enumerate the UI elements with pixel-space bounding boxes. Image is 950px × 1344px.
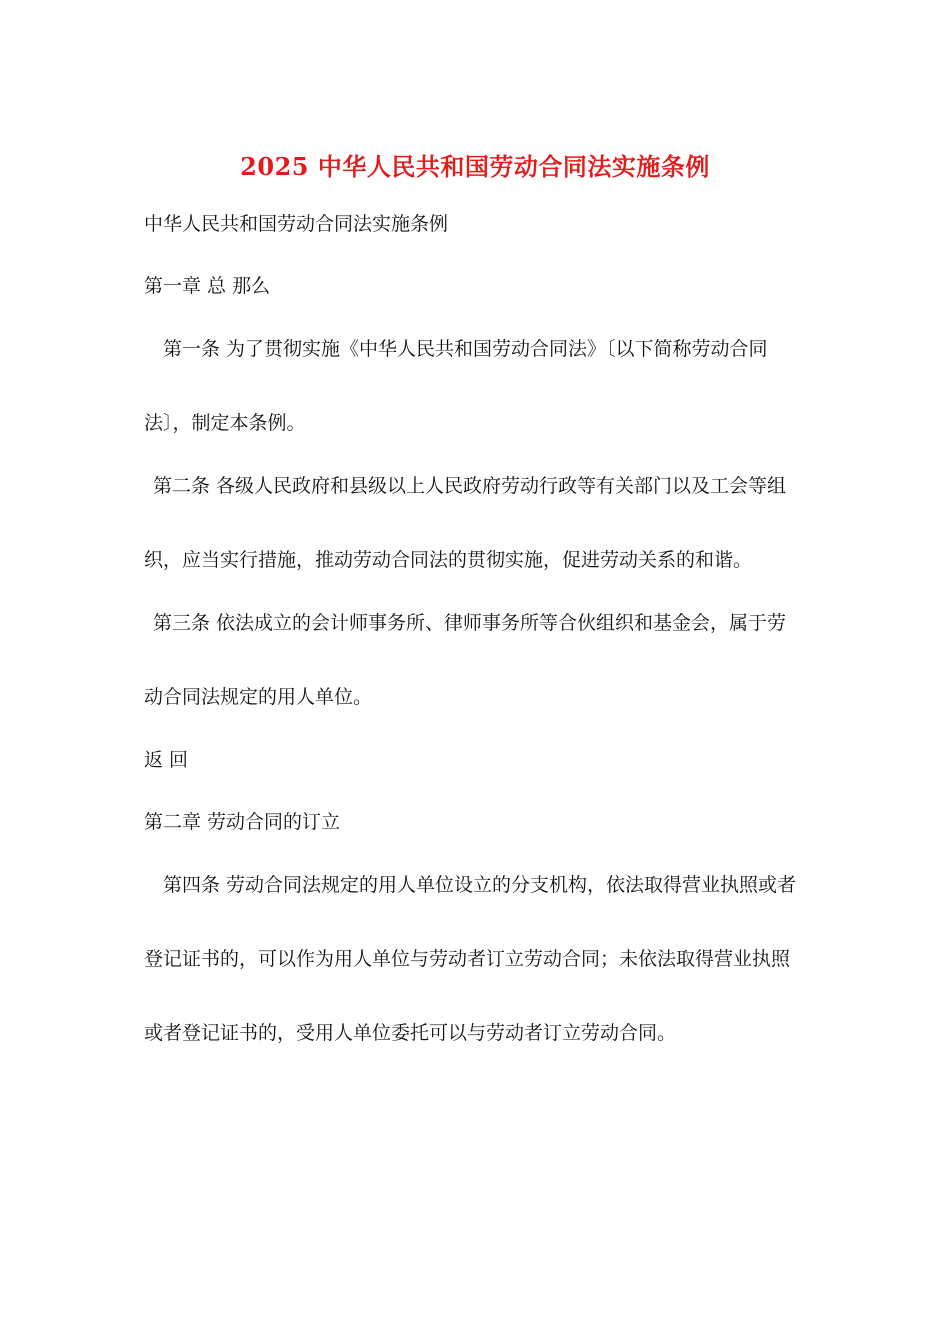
article-2-line-1: 第二条 各级人民政府和县级以上人民政府劳动行政等有关部门以及工会等组 — [153, 475, 787, 497]
document-title: 2025 中华人民共和国劳动合同法实施条例 — [240, 152, 710, 181]
chapter-2-heading: 第二章 劳动合同的订立 — [144, 811, 341, 833]
article-2-line-2: 织，应当实行措施，推动劳动合同法的贯彻实施，促进劳动关系的和谐。 — [144, 549, 753, 571]
chapter-1-heading: 第一章 总 那么 — [144, 275, 271, 297]
article-4-line-3: 或者登记证书的，受用人单位委托可以与劳动者订立劳动合同。 — [144, 1022, 677, 1044]
article-3-line-2: 动合同法规定的用人单位。 — [144, 686, 373, 708]
article-3-line-1: 第三条 依法成立的会计师事务所、律师事务所等合伙组织和基金会，属于劳 — [153, 612, 787, 634]
article-1-line-2: 法〕，制定本条例。 — [144, 412, 306, 434]
back-link: 返 回 — [144, 749, 189, 771]
article-1-line-1: 第一条 为了贯彻实施《中华人民共和国劳动合同法》〔以下简称劳动合同 — [163, 338, 768, 360]
article-4-line-2: 登记证书的，可以作为用人单位与劳动者订立劳动合同；未依法取得营业执照 — [144, 948, 791, 970]
article-4-line-1: 第四条 劳动合同法规定的用人单位设立的分支机构，依法取得营业执照或者 — [163, 874, 797, 896]
subtitle-line: 中华人民共和国劳动合同法实施条例 — [144, 213, 449, 235]
